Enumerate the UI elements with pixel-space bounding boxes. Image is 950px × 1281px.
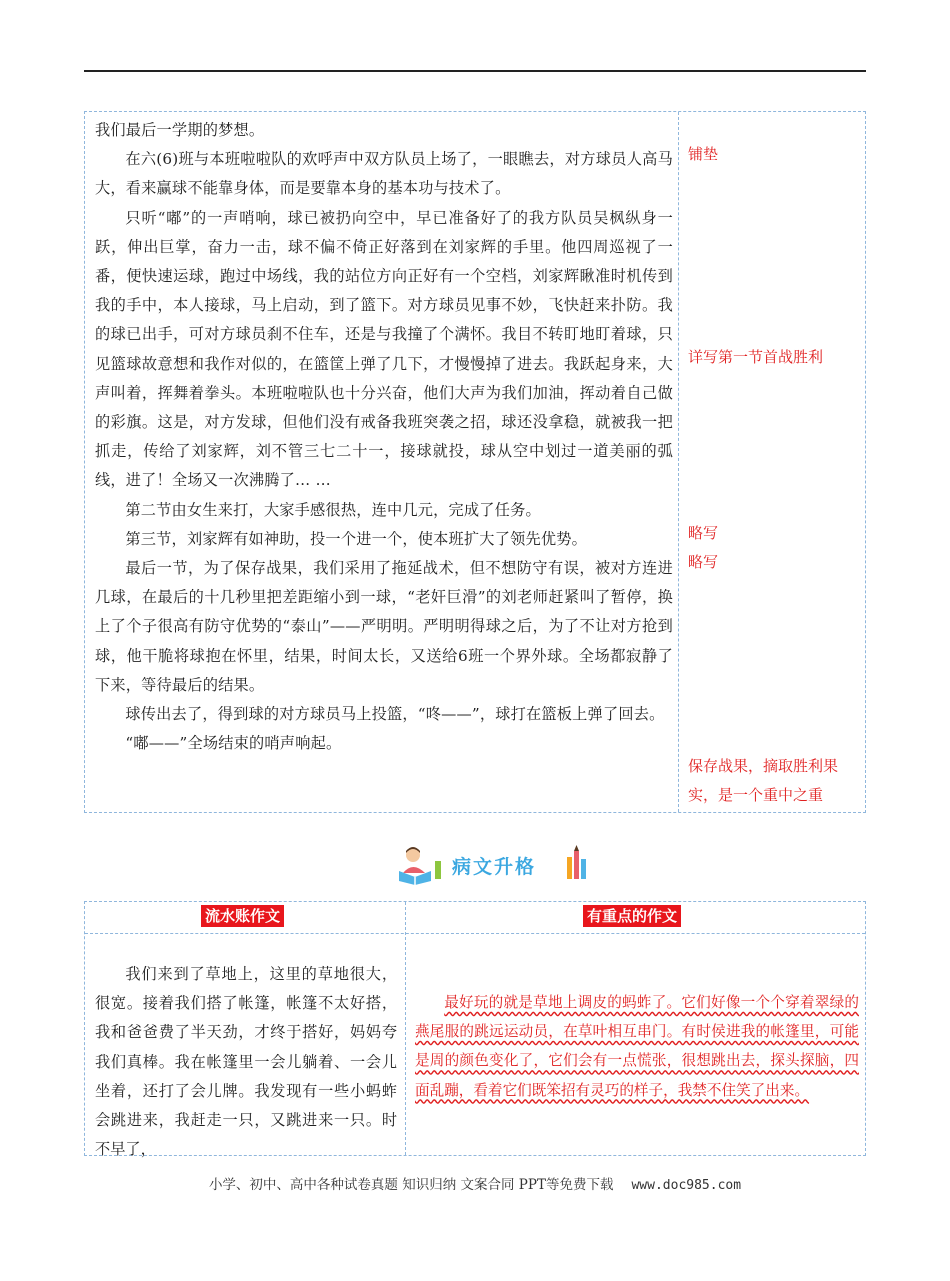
margin-note-brief-2: 略写 xyxy=(688,553,719,571)
column-divider xyxy=(678,112,679,812)
story-paragraph: 球传出去了，得到球的对方球员马上投篮，“咚——”，球打在篮板上弹了回去。 xyxy=(125,705,665,724)
margin-note-foreshadow: 铺垫 xyxy=(688,145,719,163)
section-banner xyxy=(395,843,595,885)
top-rule xyxy=(84,70,866,72)
annotated-story-table xyxy=(84,111,866,813)
story-paragraph: 在六(6)班与本班啦啦队的欢呼声中双方队员上场了，一眼瞧去，对方球员人高马大，看来赢球不能靠身体，而是要靠本身的基本功与技术了。 xyxy=(95,150,673,198)
margin-note-detail: 详写第一节首战胜利 xyxy=(688,348,824,366)
story-paragraph: 我们最后一学期的梦想。 xyxy=(95,121,265,139)
story-paragraph: 最后一节，为了保存战果，我们采用了拖延战术，但不想防守有误，被对方连进几球，在最后的十几秒里把差距缩小到一球，“老奸巨滑”的刘老师赶紧叫了暂停，换上了个子很高有防守优势的“泰山”——严明明。严明明得球之后，为了不让对方抢到球，他干脆将球抱在怀里，结果，时间太长，又送给6班一个界外球。全场都寂静了下来，等待最后的结果。 xyxy=(95,559,673,694)
focused-essay-text xyxy=(415,988,859,1105)
focused-essay-underlined: 最好玩的就是草地上调皮的蚂蚱了。它们好像一个个穿着翠绿的燕尾服的跳远运动员，在草叶相互串门。有时侯进我的帐篷里，可能是周的颜色变化了，它们会有一点慌张，很想跳出去，探头探脑，四面乱蹦，看着它们既笨招有灵巧的样子，我禁不住笑了出来。 xyxy=(415,994,859,1099)
banner-title: 病文升格 xyxy=(452,856,537,878)
margin-note-brief-1: 略写 xyxy=(688,524,719,542)
story-paragraph: “嘟——”全场结束的哨声响起。 xyxy=(125,734,342,753)
plain-essay-text: 我们来到了草地上，这里的草地很大，很宽。接着我们搭了帐篷，帐篷不太好搭，我和爸爸费了半天劲，才终于搭好，妈妈夸我们真棒。我在帐篷里一会儿躺着、一会儿坐着，还打了会儿牌。我发现有一些小蚂蚱会跳进来，我赶走一只，又跳进来一只。时不早了， xyxy=(95,965,397,1159)
column-divider xyxy=(405,902,406,1155)
comparison-table xyxy=(84,901,866,1159)
left-column-header: 流水账作文 xyxy=(201,905,284,927)
footer-text: 小学、初中、高中各种试卷真题 知识归纳 文案合同 PPT等免费下载 xyxy=(208,1177,614,1193)
story-text xyxy=(95,116,673,758)
margin-note-key-point: 保存战果，摘取胜利果实，是一个重中之重 xyxy=(688,757,839,805)
header-divider xyxy=(85,933,865,934)
right-column-header: 有重点的作文 xyxy=(583,905,681,927)
story-paragraph: 第二节由女生来打，大家手感很热，连中几元，完成了任务。 xyxy=(125,500,541,519)
page-footer xyxy=(0,1173,950,1193)
story-paragraph: 第三节，刘家辉有如神助，投一个进一个，使本班扩大了领先优势。 xyxy=(125,529,588,548)
story-paragraph: 只听“嘟”的一声哨响，球已被扔向空中，早已准备好了的我方队员吴枫纵身一跃，伸出巨掌，奋力一击，球不偏不倚正好落到在刘家辉的手里。他四周巡视了一番，便快速运球，跑过中场线，我的站位方向正好有一个空档，刘家辉瞅准时机传到我的手中，本人接球，马上启动，到了篮下。对方球员见事不妙，飞快赶来扑防。我的球已出手，可对方球员刹不住车，还是与我撞了个满怀。我目不转盯地盯着球，只见篮球故意想和我作对似的，在篮筐上弹了几下，才慢慢掉了进去。我跃起身来，大声叫着，挥舞着拳头。本班啦啦队也十分兴奋，他们大声为我们加油，挥动着自己做的彩旗。这是，对方发球，但他们没有戒备我班突袭之招，球还没拿稳，就被我一把抓走，传给了刘家辉，刘不管三七二十一，接球就投，球从空中划过一道美丽的弧线，进了！全场又一次沸腾了… … xyxy=(95,208,673,490)
footer-url[interactable]: www.doc985.com xyxy=(631,1178,742,1193)
